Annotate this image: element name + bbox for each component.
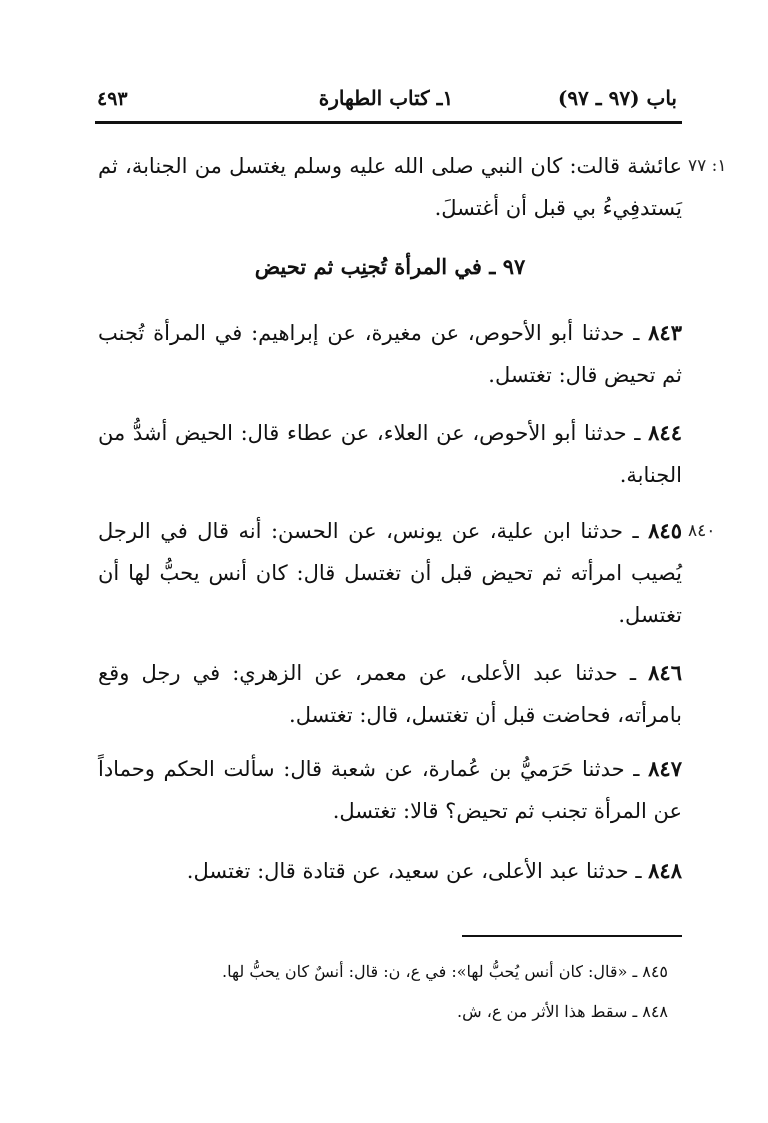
hadith-number: ٨٤٦ xyxy=(648,660,682,685)
footnote: ٨٤٨ ـ سقط هذا الأثر من ع، ش. xyxy=(457,1002,668,1021)
hadith-number: ٨٤٨ xyxy=(648,858,682,883)
hadith-entry xyxy=(98,652,682,736)
hadith-text: عائشة قالت: كان النبي صلى الله عليه وسلم يغتسل من الجنابة، ثم يَستدفِيءُ بي قبل أن أغتسلَ. xyxy=(98,154,682,220)
footnote: ٨٤٥ ـ «قال: كان أنس يُحبُّ لها»: في ع، ن: قال: أنسٌ كان يحبُّ لها. xyxy=(222,962,668,981)
hadith-entry xyxy=(98,510,682,636)
page-number: ٤٩٣ xyxy=(97,88,128,110)
hadith-entry xyxy=(98,412,682,496)
hadith-text: ـ حدثنا ابن علية، عن يونس، عن الحسن: أنه قال في الرجل يُصيب امرأته ثم تحيض قبل أن تغتسل قال: كان أنس يحبُّ لها أن تغتسل. xyxy=(98,519,682,627)
book-title: ١ـ كتاب الطهارة xyxy=(318,86,454,110)
margin-reference: ٨٤٠ xyxy=(688,521,716,541)
hadith-text: ـ حدثنا أبو الأحوص، عن مغيرة، عن إبراهيم: في المرأة تُجنب ثم تحيض قال: تغتسل. xyxy=(98,321,682,387)
header-rule xyxy=(95,121,682,124)
chapter-range: باب (٩٧ ـ ٩٧) xyxy=(557,86,677,110)
hadith-entry xyxy=(98,145,682,229)
hadith-text: ـ حدثنا حَرَميُّ بن عُمارة، عن شعبة قال: سألت الحكم وحماداً عن المرأة تجنب ثم تحيض؟ قالا: تغتسل. xyxy=(98,757,682,823)
hadith-number: ٨٤٧ xyxy=(648,756,682,781)
hadith-text: ـ حدثنا أبو الأحوص، عن العلاء، عن عطاء قال: الحيض أشدُّ من الجنابة. xyxy=(98,421,682,487)
footnote-rule xyxy=(462,935,682,937)
hadith-entry xyxy=(98,748,682,832)
chapter-heading: ٩٧ ـ في المرأة تُجنِب ثم تحيض xyxy=(254,254,526,279)
hadith-entry xyxy=(98,850,682,892)
running-header xyxy=(95,82,677,118)
hadith-number: ٨٤٤ xyxy=(648,420,682,445)
hadith-text: ـ حدثنا عبد الأعلى، عن سعيد، عن قتادة قال: تغتسل. xyxy=(186,859,642,883)
hadith-number: ٨٤٣ xyxy=(648,320,682,345)
margin-reference: ١: ٧٧ xyxy=(688,156,727,176)
hadith-number: ٨٤٥ xyxy=(648,518,682,543)
hadith-entry xyxy=(98,312,682,396)
hadith-text: ـ حدثنا عبد الأعلى، عن معمر، عن الزهري: في رجل وقع بامرأته، فحاضت قبل أن تغتسل، قال: تغتسل. xyxy=(98,661,682,727)
